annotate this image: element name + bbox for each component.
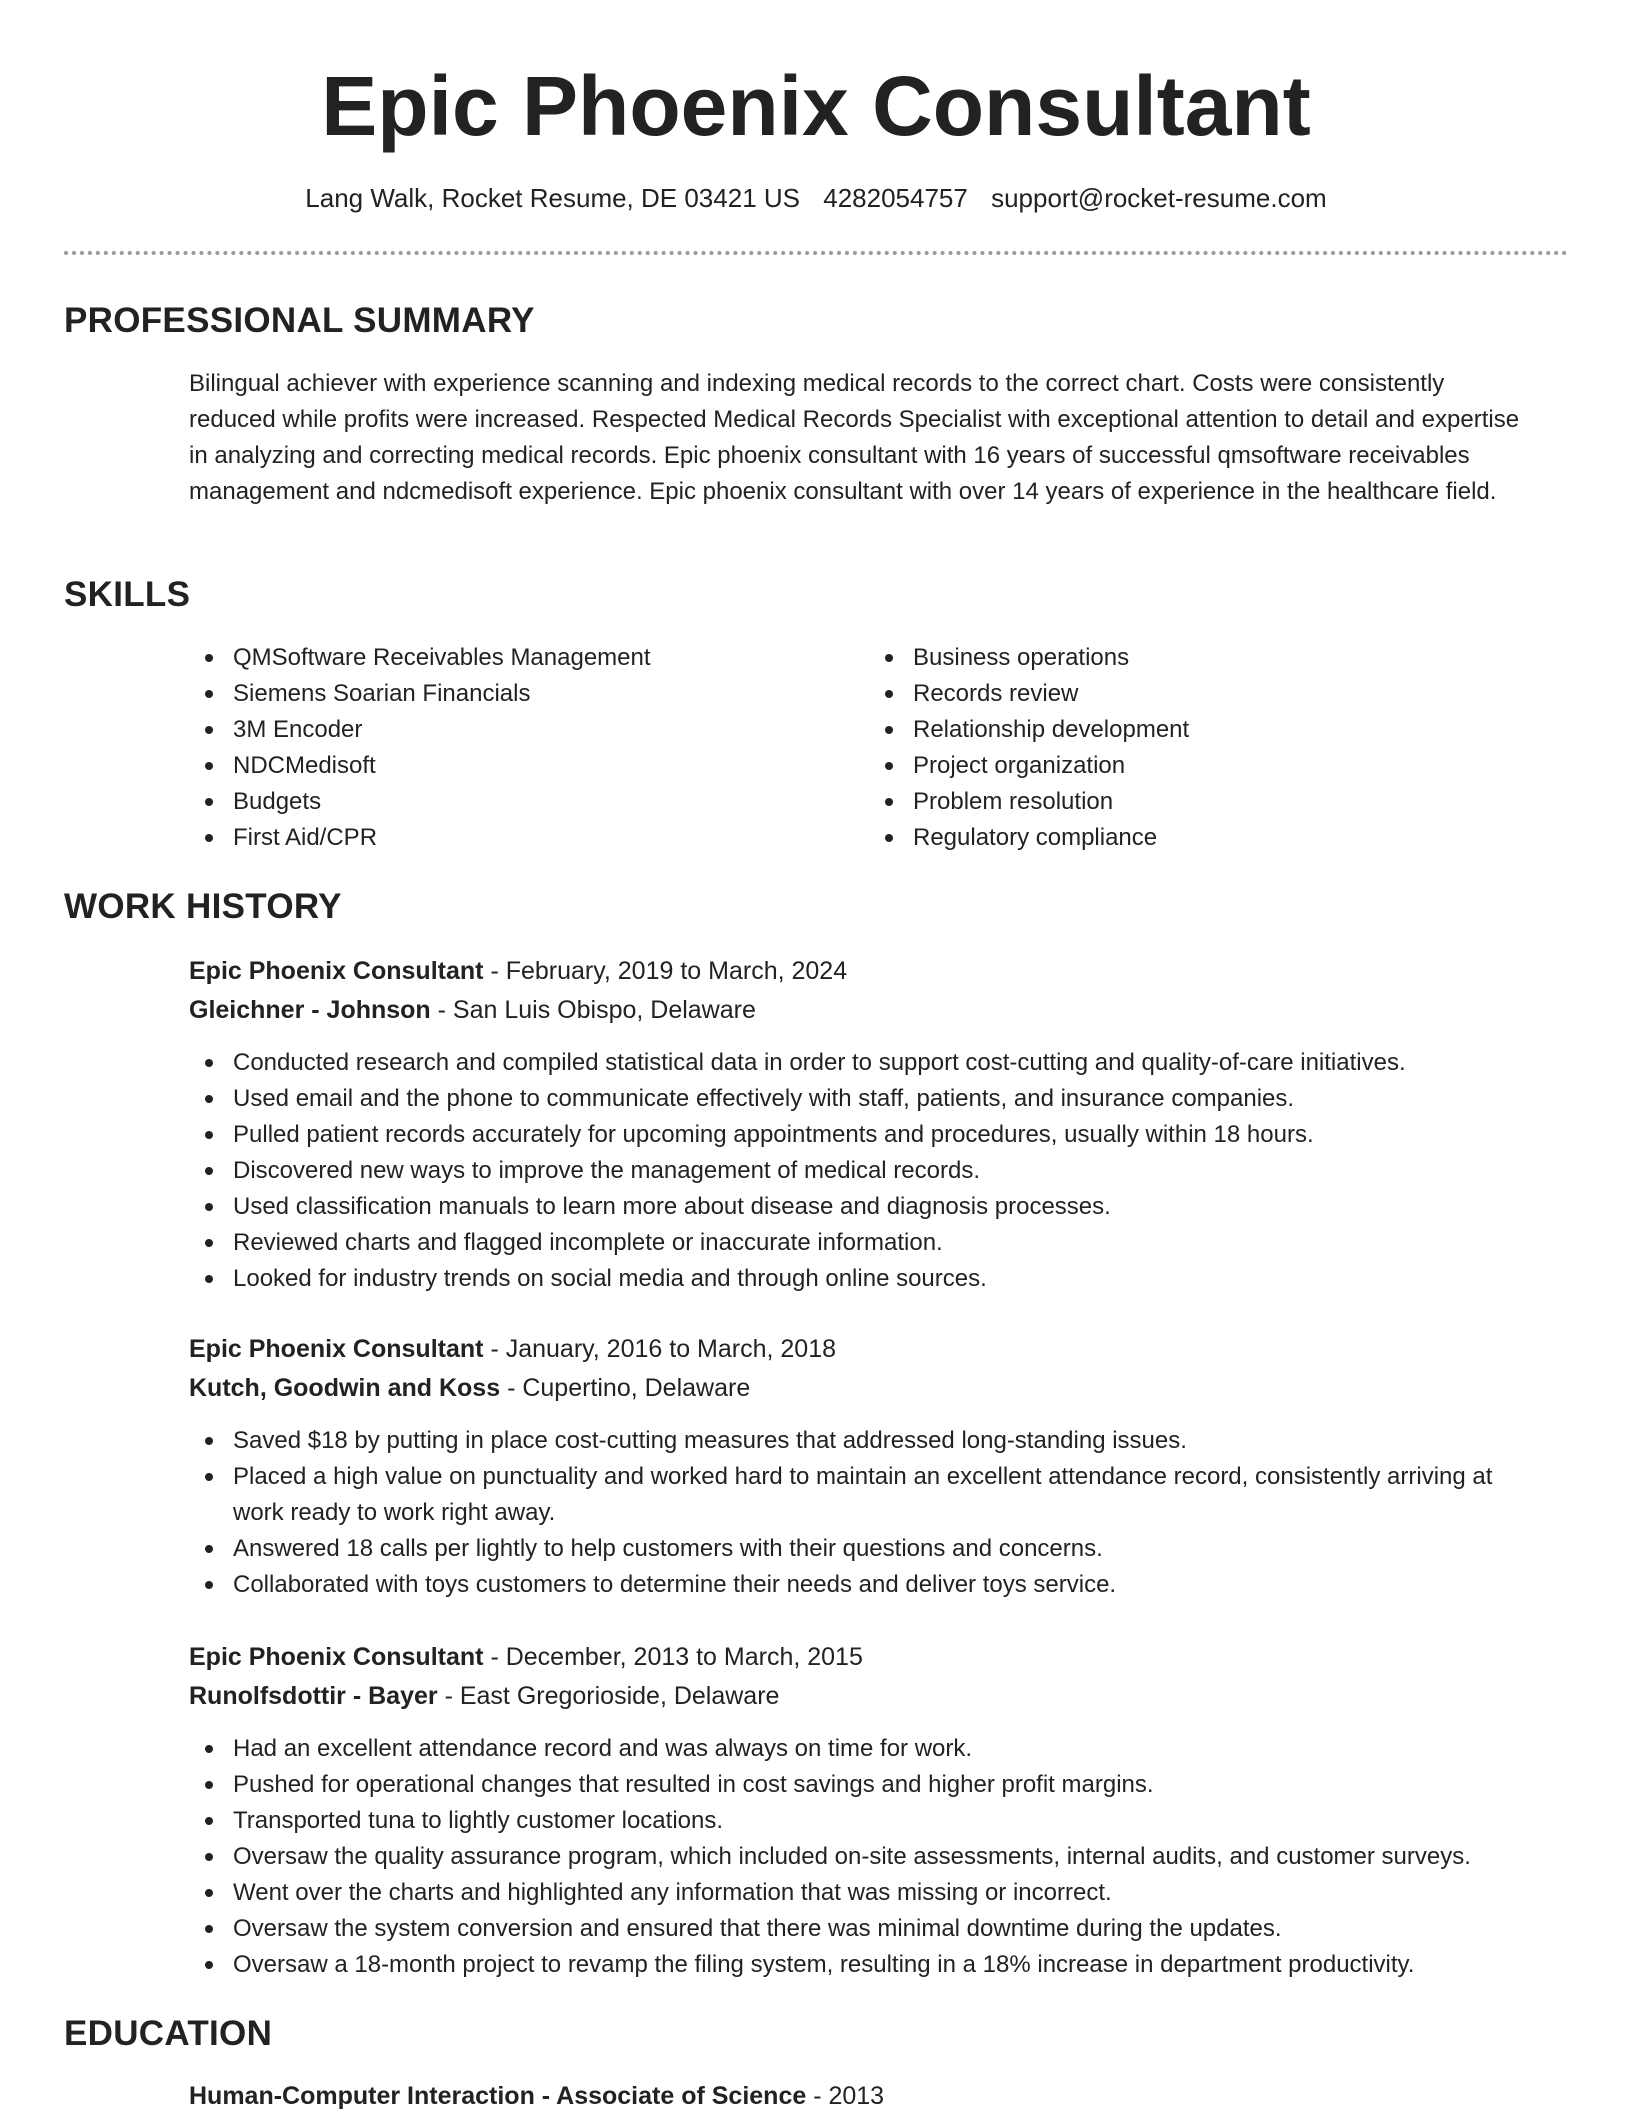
job-location: - East Gregorioside, Delaware xyxy=(444,1682,780,1710)
job-title-line xyxy=(189,1641,863,1673)
job-company-line xyxy=(189,994,756,1026)
skill-item: Business operations xyxy=(869,640,1509,676)
education-year: - 2013 xyxy=(813,2082,885,2110)
job-bullet: Looked for industry trends on social media and through online sources. xyxy=(189,1261,1549,1297)
job-location: - Cupertino, Delaware xyxy=(507,1374,751,1402)
skill-item: QMSoftware Receivables Management xyxy=(189,640,829,676)
contact-phone: 4282054757 xyxy=(823,183,968,213)
skills-heading: SKILLS xyxy=(64,575,191,614)
job-company: Runolfsdottir - Bayer xyxy=(189,1682,438,1710)
work-history-heading: WORK HISTORY xyxy=(64,887,342,926)
skill-item: Problem resolution xyxy=(869,784,1509,820)
job-bullet: Pushed for operational changes that resulted in cost savings and higher profit margins. xyxy=(189,1767,1549,1803)
contact-address: Lang Walk, Rocket Resume, DE 03421 US xyxy=(305,183,800,213)
job-dates: - February, 2019 to March, 2024 xyxy=(490,957,848,985)
job-title: Epic Phoenix Consultant xyxy=(189,1643,484,1671)
job-bullet: Oversaw the quality assurance program, which included on-site assessments, internal audits, and customer surveys. xyxy=(189,1839,1549,1875)
skill-item: Project organization xyxy=(869,748,1509,784)
summary-text: Bilingual achiever with experience scanning and indexing medical records to the correct chart. Costs were consistently reduced while profits were increased. Respected Medical Records Specialist with exceptional attention to detail and expertise in analyzing and correcting medical records. Epic phoenix consultant with 16 years of successful qmsoftware receivables management and ndcmedisoft experience. Epic phoenix consultant with over 14 years of experience in the healthcare field. xyxy=(189,370,1520,505)
skill-item: Relationship development xyxy=(869,712,1509,748)
job-dates: - January, 2016 to March, 2018 xyxy=(490,1335,837,1363)
skill-item: First Aid/CPR xyxy=(189,820,829,856)
skill-item: Budgets xyxy=(189,784,829,820)
skills-list-left xyxy=(189,640,829,856)
skill-item: Records review xyxy=(869,676,1509,712)
job-bullet: Used classification manuals to learn more about disease and diagnosis processes. xyxy=(189,1189,1549,1225)
skill-item: Siemens Soarian Financials xyxy=(189,676,829,712)
education-line xyxy=(189,2080,884,2112)
job-bullet: Used email and the phone to communicate effectively with staff, patients, and insurance companies. xyxy=(189,1081,1549,1117)
candidate-name: Epic Phoenix Consultant xyxy=(321,59,1311,153)
job-bullet: Reviewed charts and flagged incomplete or inaccurate information. xyxy=(189,1225,1549,1261)
job-bullet: Collaborated with toys customers to determine their needs and deliver toys service. xyxy=(189,1567,1549,1603)
job-bullet: Conducted research and compiled statistical data in order to support cost-cutting and quality-of-care initiatives. xyxy=(189,1045,1549,1081)
job-company-line xyxy=(189,1680,779,1712)
job-title: Epic Phoenix Consultant xyxy=(189,957,484,985)
job-location: - San Luis Obispo, Delaware xyxy=(437,996,756,1024)
job-bullet: Transported tuna to lightly customer locations. xyxy=(189,1803,1549,1839)
contact-email[interactable]: support@rocket-resume.com xyxy=(991,183,1327,213)
skills-list-right xyxy=(869,640,1509,856)
education-heading: EDUCATION xyxy=(64,2014,273,2053)
job-bullet: Saved $18 by putting in place cost-cutting measures that addressed long-standing issues. xyxy=(189,1423,1549,1459)
job-company: Kutch, Goodwin and Koss xyxy=(189,1374,501,1402)
job-bullet: Oversaw the system conversion and ensured that there was minimal downtime during the updates. xyxy=(189,1911,1549,1947)
header-divider xyxy=(64,251,1568,255)
job-title: Epic Phoenix Consultant xyxy=(189,1335,484,1363)
contact-line xyxy=(0,182,1632,214)
job-bullets xyxy=(189,1045,1549,1297)
job-company-line xyxy=(189,1372,750,1404)
skill-item: Regulatory compliance xyxy=(869,820,1509,856)
job-dates: - December, 2013 to March, 2015 xyxy=(490,1643,863,1671)
job-bullet: Went over the charts and highlighted any information that was missing or incorrect. xyxy=(189,1875,1549,1911)
job-title-line xyxy=(189,1333,836,1365)
job-bullets xyxy=(189,1423,1549,1603)
summary-heading: PROFESSIONAL SUMMARY xyxy=(64,301,535,340)
job-company: Gleichner - Johnson xyxy=(189,996,431,1024)
job-bullet: Answered 18 calls per lightly to help customers with their questions and concerns. xyxy=(189,1531,1549,1567)
job-bullets xyxy=(189,1731,1549,1983)
job-bullet: Had an excellent attendance record and was always on time for work. xyxy=(189,1731,1549,1767)
skill-item: 3M Encoder xyxy=(189,712,829,748)
education-degree: Human-Computer Interaction - Associate of Science xyxy=(189,2082,807,2110)
job-bullet: Discovered new ways to improve the management of medical records. xyxy=(189,1153,1549,1189)
job-bullet: Oversaw a 18-month project to revamp the filing system, resulting in a 18% increase in department productivity. xyxy=(189,1947,1549,1983)
job-title-line xyxy=(189,955,847,987)
skill-item: NDCMedisoft xyxy=(189,748,829,784)
job-bullet: Pulled patient records accurately for upcoming appointments and procedures, usually within 18 hours. xyxy=(189,1117,1549,1153)
job-bullet: Placed a high value on punctuality and worked hard to maintain an excellent attendance record, consistently arriving at work ready to work right away. xyxy=(189,1459,1549,1531)
